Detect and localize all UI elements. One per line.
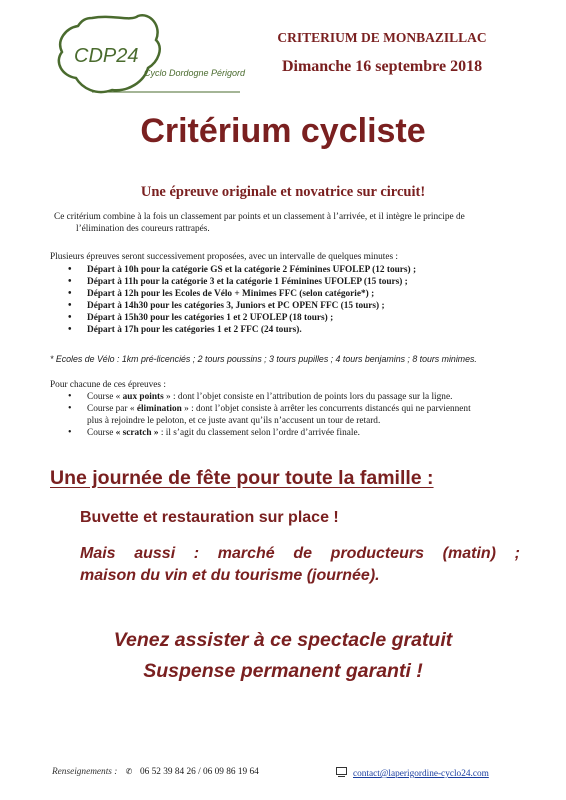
types-intro: Pour chacune de ces épreuves :	[50, 380, 166, 390]
extras-text	[80, 543, 520, 587]
race-item: • Départ à 17h pour les catégories 1 et 2 FFC (24 tours).	[50, 324, 530, 336]
call-line-1: Venez assister à ce spectacle gratuit	[113, 629, 453, 651]
type-name: « scratch »	[115, 428, 159, 438]
type-name: élimination	[136, 404, 182, 414]
email-block	[336, 767, 489, 779]
footer-contact	[52, 767, 512, 781]
extras-line-2: maison du vin et du tourisme (journée).	[80, 567, 380, 584]
races-list	[50, 264, 530, 336]
event-name: CRITERIUM DE MONBAZILLAC	[277, 30, 487, 45]
races-intro: Plusieurs épreuves seront successivement proposées, avec un intervalle de quelques minutes :	[50, 252, 399, 262]
phone-numbers: 06 52 39 84 26 / 06 09 86 19 64	[139, 767, 259, 777]
page-subtitle: Une épreuve originale et novatrice sur circuit!	[140, 184, 426, 200]
type-item-scratch	[50, 427, 530, 439]
intro-line-1: Ce critérium combine à la fois un classement par points et un classement à l’arrivée, et il intègre le principe de	[54, 212, 465, 222]
type-prefix: Course par «	[87, 404, 137, 414]
intro-line-2: l’élimination des coureurs rattrapés.	[76, 224, 210, 234]
call-line-2: Suspense permanent garanti !	[143, 660, 423, 682]
intro-paragraph	[54, 211, 529, 235]
event-date: Dimanche 16 septembre 2018	[281, 58, 483, 75]
email-link[interactable]: contact@laperigordine-cyclo24.com	[353, 769, 489, 779]
extras-line-1: Mais aussi : marché de producteurs (matin) ;	[80, 545, 520, 562]
type-item-points	[50, 391, 530, 403]
logo-mark: CDP24	[74, 45, 139, 67]
type-description: » : dont l’objet consiste en l’attribution de points lors du passage sur la ligne.	[163, 392, 453, 402]
types-list	[50, 391, 530, 439]
type-description: » : dont l’objet consiste à arrêter les concurrents distancés qui ne parviennent	[181, 404, 471, 414]
type-item-elimination	[50, 403, 530, 427]
race-item: • Départ à 14h30 pour les catégories 3, Juniors et PC OPEN FFC (15 tours) ;	[50, 300, 530, 312]
type-name: aux points	[122, 392, 164, 402]
family-heading: Une journée de fête pour toute la famille :	[50, 467, 434, 489]
race-item: • Départ à 10h pour la catégorie GS et la catégorie 2 Féminines UFOLEP (12 tours) ;	[50, 264, 530, 276]
logo-tagline: Cyclo Dordogne Périgord	[144, 68, 246, 78]
type-description: : il s’agit du classement selon l’ordre d’arrivée finale.	[158, 428, 360, 438]
buvette-text: Buvette et restauration sur place !	[80, 509, 339, 526]
race-item: • Départ à 11h pour la catégorie 3 et la catégorie 1 Féminines UFOLEP (15 tours) ;	[50, 276, 530, 288]
type-prefix: Course	[87, 428, 116, 438]
phone-icon: ✆	[125, 767, 133, 776]
race-item: • Départ à 15h30 pour les catégories 1 et 2 UFOLEP (18 tours) ;	[50, 312, 530, 324]
computer-icon	[336, 767, 347, 775]
race-item: • Départ à 12h pour les Ecoles de Vélo + Minimes FFC (selon catégorie*) ;	[50, 288, 530, 300]
contact-label: Renseignements :	[52, 767, 118, 777]
type-description-continued: plus à rejoindre le peloton, et ce juste avant qu’ils n’accusent un tour de retard.	[87, 416, 381, 426]
type-prefix: Course «	[87, 392, 123, 402]
page-title: Critérium cycliste	[140, 112, 426, 150]
club-logo	[52, 12, 246, 98]
map-outline-icon	[52, 12, 242, 98]
call-to-action	[0, 625, 566, 687]
races-footnote: * Ecoles de Vélo : 1km pré-licenciés ; 2 tours poussins ; 3 tours pupilles ; 4 tours benjamins ; 8 tours minimes.	[50, 354, 477, 364]
